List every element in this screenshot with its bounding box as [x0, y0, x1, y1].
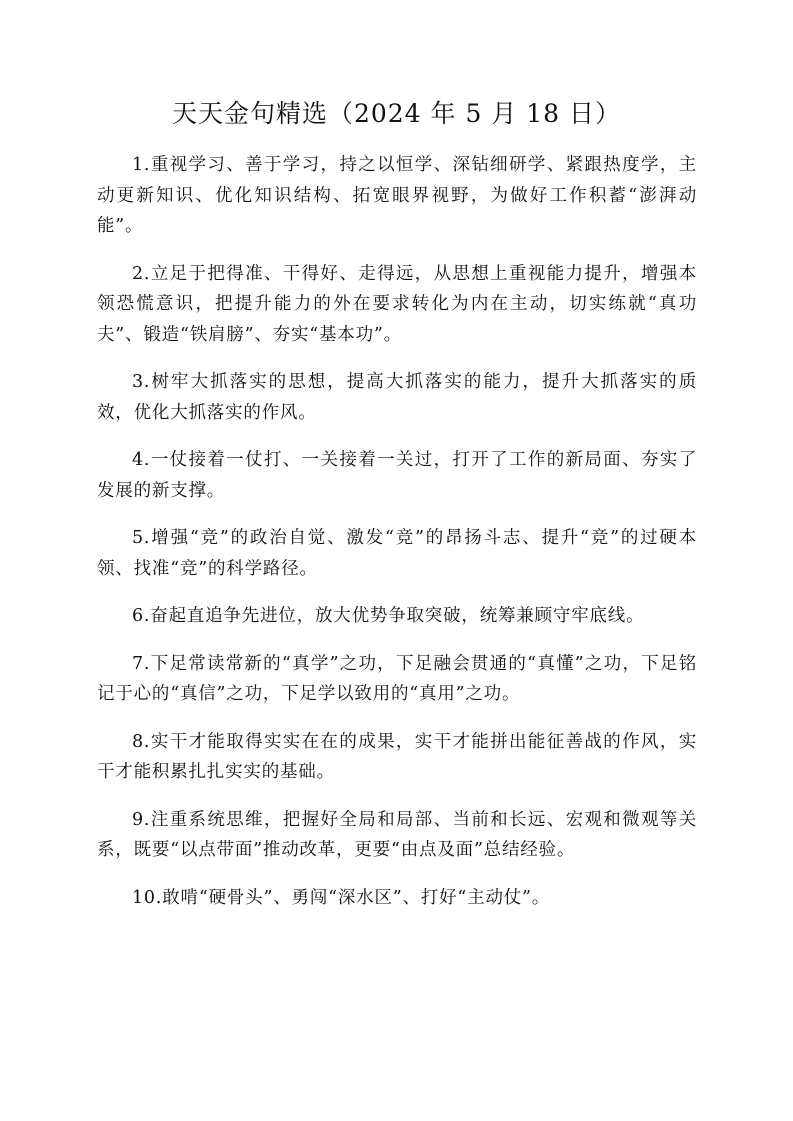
quote-item-4: 4.一仗接着一仗打、一关接着一关过，打开了工作的新局面、夯实了发展的新支撑。 [97, 450, 697, 501]
quote-list [97, 150, 697, 930]
quote-item-7: 7.下足常读常新的“真学”之功，下足融会贯通的“真懂”之功，下足铭记于心的“真信”之功，下足学以致用的“真用”之功。 [97, 653, 697, 704]
quote-item-8: 8.实干才能取得实实在在的成果，实干才能拼出能征善战的作风，实干才能积累扎扎实实的基础。 [97, 731, 697, 782]
quote-item-2: 2.立足于把得准、干得好、走得远，从思想上重视能力提升，增强本领恐慌意识，把提升能力的外在要求转化为内在主动，切实练就“真功夫”、锻造“铁肩膀”、夯实“基本功”。 [97, 263, 697, 345]
page-title: 天天金句精选（2024 年 5 月 18 日） [171, 99, 622, 128]
quote-item-3: 3.树牢大抓落实的思想，提高大抓落实的能力，提升大抓落实的质效，优化大抓落实的作风。 [97, 372, 697, 423]
quote-item-5: 5.增强“竞”的政治自觉、激发“竞”的昂扬斗志、提升“竞”的过硬本领、找准“竞”的科学路径。 [97, 528, 697, 579]
quote-item-6: 6.奋起直追争先进位，放大优势争取突破，统筹兼顾守牢底线。 [132, 606, 645, 626]
quote-item-1: 1.重视学习、善于学习，持之以恒学、深钻细研学、紧跟热度学，主动更新知识、优化知识结构、拓宽眼界视野，为做好工作积蓄“澎湃动能”。 [97, 155, 697, 236]
quote-item-10: 10.敢啃“硬骨头”、勇闯“深水区”、打好“主动仗”。 [132, 887, 551, 908]
quote-item-9: 9.注重系统思维，把握好全局和局部、当前和长远、宏观和微观等关系，既要“以点带面”推动改革，更要“由点及面”总结经验。 [97, 809, 697, 860]
